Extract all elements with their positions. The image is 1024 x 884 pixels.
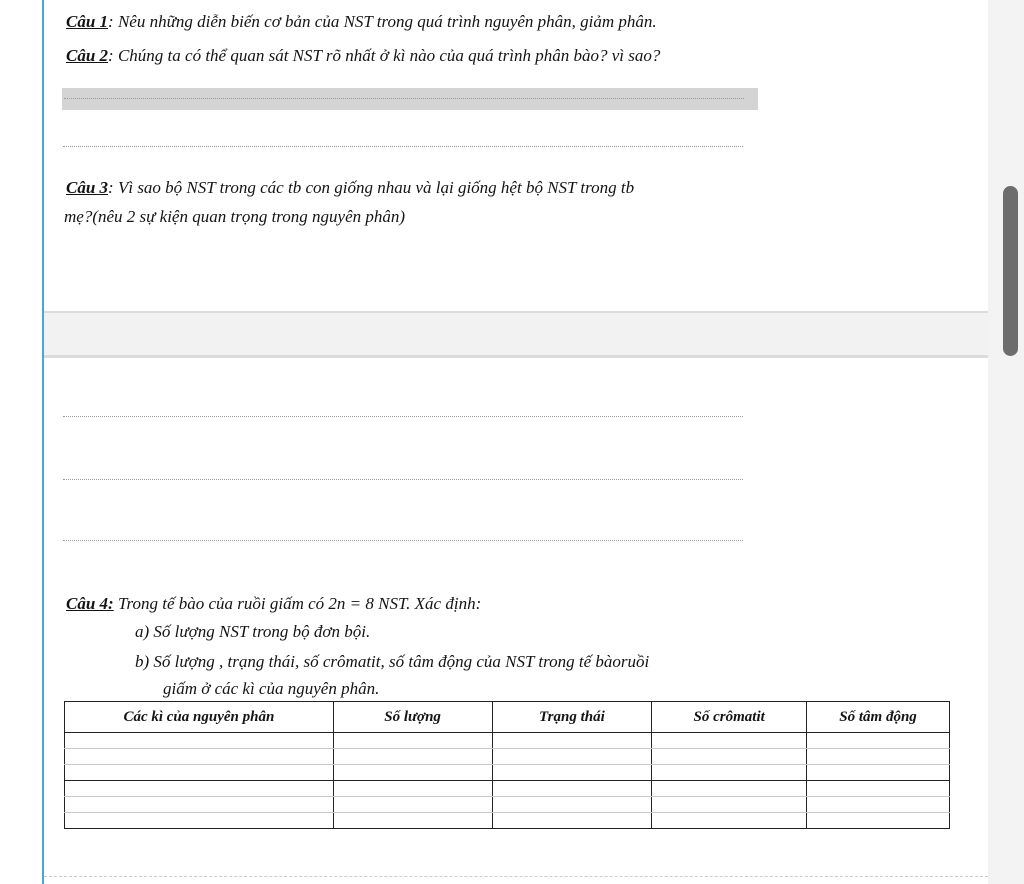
answer-line [63,479,743,480]
question-4-part-a [135,620,370,644]
table-row [65,813,950,829]
table-row [65,797,950,813]
header-state: Trạng thái [492,702,652,733]
question-4 [66,592,481,616]
header-count: Số lượng [333,702,492,733]
table-row [65,733,950,749]
question-4-part-b-text-line1: b) Số lượng , trạng thái, số crômatit, số tâm động của NST trong tế bàoruồi [135,652,650,671]
question-2-label: Câu 2 [66,46,109,65]
question-3 [66,176,634,200]
scrollbar-thumb[interactable] [1003,186,1018,356]
question-2 [66,44,660,68]
page-bottom-edge [44,876,988,877]
answer-line [63,146,743,147]
question-4-text: Trong tế bào của ruồi giấm có 2n = 8 NST. Xác định: [113,594,482,613]
table-header-row [65,702,950,733]
answer-line [63,540,743,541]
question-1-text: : Nêu những diễn biến cơ bản của NST trong quá trình nguyên phân, giảm phân. [108,12,657,31]
table-row [65,765,950,781]
answer-line-highlighted [62,88,758,110]
page-break-bottom [44,355,988,358]
question-4-part-a-text: a) Số lượng NST trong bộ đơn bội. [135,622,371,641]
question-4-label: Câu 4: [66,594,114,613]
answer-line [63,416,743,417]
header-stage: Các kì của nguyên phân [65,702,334,733]
question-4-part-b [135,650,649,674]
scroll-track[interactable] [988,0,1024,884]
question-3-text-line1: : Vì sao bộ NST trong các tb con giống nhau và lại giống hệt bộ NST trong tb [108,178,635,197]
question-2-text: : Chúng ta có thể quan sát NST rõ nhất ở kì nào của quá trình phân bào? vì sao? [108,46,661,65]
question-1 [66,10,657,34]
header-centromere: Số tâm động [807,702,950,733]
page-break [44,313,988,355]
question-3-label: Câu 3 [66,178,109,197]
question-1-label: Câu 1 [66,12,109,31]
mitosis-stages-table [64,701,950,829]
table-row [65,781,950,797]
question-3-line2 [64,205,405,229]
header-chromatid: Số crômatit [652,702,807,733]
page-left-margin [0,0,44,884]
question-4-part-b-line2 [163,677,379,701]
table-row [65,749,950,765]
question-4-part-b-text-line2: giấm ở các kì của nguyên phân. [163,679,380,698]
question-3-text-line2: mẹ?(nêu 2 sự kiện quan trọng trong nguyên phân) [64,207,406,226]
